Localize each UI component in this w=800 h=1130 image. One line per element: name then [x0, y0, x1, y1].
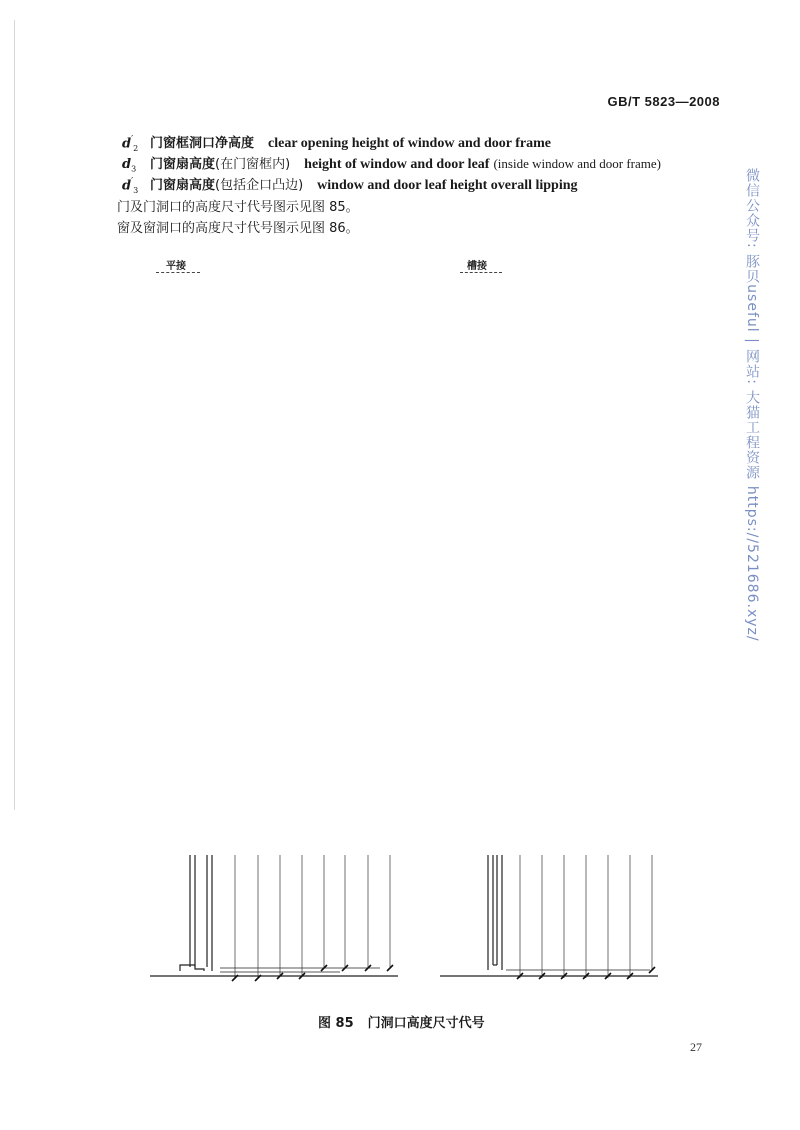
term-en: height of window and door leaf	[304, 157, 490, 172]
term-zh-note: (在门窗框内)	[215, 157, 291, 172]
term-d3-prime	[122, 174, 661, 195]
rebated-joint-marker	[460, 272, 502, 275]
rebated-dimension-lines	[520, 855, 652, 978]
term-symbol: $d'_2$	[122, 134, 139, 153]
figure-number: 图 85	[318, 1016, 354, 1031]
watermark-text: 微信公众号: 豚贝useful | 网站: 大猫工程资源 https://521686.xyz/	[744, 168, 760, 642]
flush-dimension-ticks	[232, 965, 393, 981]
figure-title: 门洞口高度尺寸代号	[367, 1016, 485, 1031]
figure-label-rebated: 槽接	[467, 261, 487, 272]
term-en: window and door leaf height overall lipping	[317, 178, 578, 193]
term-zh-note: (包括企口凸边)	[215, 178, 304, 193]
term-symbol: $d'_3$	[122, 176, 139, 195]
term-en: clear opening height of window and door frame	[268, 136, 552, 151]
term-d3	[122, 153, 661, 174]
page-edge-rule	[14, 20, 15, 810]
flush-dimension-lines	[235, 855, 390, 978]
term-en-note: (inside window and door frame)	[493, 156, 661, 171]
figure-label-flush: 平接	[166, 261, 186, 272]
flush-joint-marker	[156, 272, 200, 275]
term-zh: 门窗框洞口净高度	[150, 136, 255, 151]
rebated-door-section	[440, 855, 658, 976]
term-symbol: $d_3$	[122, 157, 137, 174]
door-height-drawing	[140, 845, 660, 995]
page-number: 27	[690, 1040, 702, 1054]
term-zh: 门窗扇高度	[150, 178, 216, 193]
paragraph-door: 门及门洞口的高度尺寸代号图示见图 85。	[117, 200, 359, 215]
paragraph-window: 窗及窗洞口的高度尺寸代号图示见图 86。	[117, 221, 359, 236]
figure-caption	[318, 1012, 485, 1031]
standard-code: GB/T 5823—2008	[607, 94, 720, 109]
term-zh: 门窗扇高度	[150, 157, 216, 172]
flush-door-section	[150, 855, 398, 976]
term-list	[122, 132, 661, 195]
term-d2-prime	[122, 132, 661, 153]
